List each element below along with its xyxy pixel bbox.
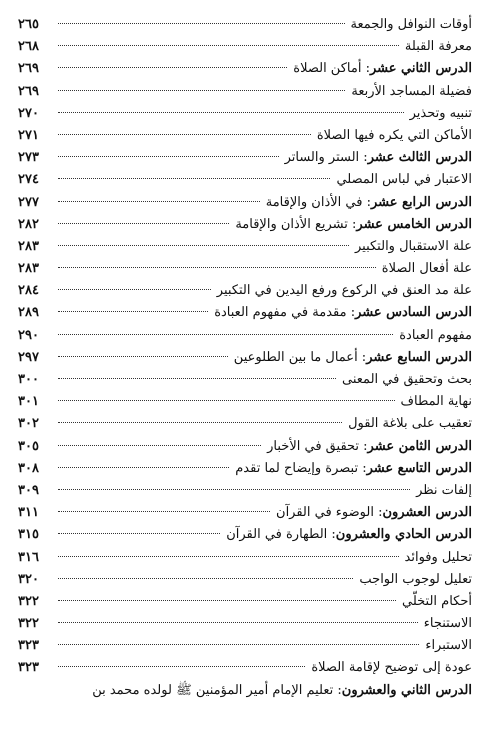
dot-leader	[58, 156, 279, 157]
page-number: ٣١٦	[18, 549, 39, 565]
lesson-label: الدرس الثالث عشر	[367, 150, 472, 166]
dot-leader	[58, 201, 260, 202]
lesson-label: الدرس الحادي والعشرون	[335, 527, 472, 543]
toc-entry-title	[405, 547, 472, 569]
page-number: ٣٠٢	[18, 416, 39, 432]
dot-leader	[58, 356, 228, 357]
toc-entry-title	[401, 391, 472, 413]
toc-entry-text: بحث وتحقيق في المعنى	[342, 372, 472, 387]
toc-entry-title	[214, 302, 472, 324]
toc-entry-text: إلفات نظر	[416, 482, 472, 498]
toc-entry-text: تعليل لوجوب الواجب	[359, 571, 472, 587]
toc-entry-text: تنبيه وتحذير	[409, 105, 472, 121]
page-number: ٢٧٤	[18, 172, 39, 188]
toc-entry-text: الاستبراء	[425, 638, 472, 654]
page-number: ٢٨٣	[18, 238, 39, 254]
toc-entry-text: : أعمال ما بين الطلوعين	[233, 349, 367, 365]
toc-entry-text: : تبصرة وإيضاح لما تقدم	[235, 460, 367, 476]
page-number: ٢٦٨	[18, 39, 39, 55]
dot-leader	[58, 45, 399, 46]
dot-leader	[58, 467, 229, 468]
toc-entry-title	[405, 36, 472, 58]
toc-entry-title	[226, 524, 472, 546]
toc-entry	[18, 347, 472, 369]
toc-entry-text: : الطهارة في القرآن	[226, 527, 336, 543]
table-of-contents	[18, 14, 472, 702]
toc-entry-title	[410, 103, 472, 125]
toc-entry	[18, 613, 472, 635]
dot-leader	[58, 289, 211, 290]
toc-entry	[18, 236, 472, 258]
toc-entry-title	[355, 236, 472, 258]
page-number: ٢٨٢	[18, 216, 39, 232]
page-number: ٢٦٥	[18, 17, 39, 32]
toc-entry	[18, 214, 472, 236]
lesson-label: الدرس العشرون	[382, 505, 472, 521]
page-number: ٣٢٢	[18, 593, 39, 609]
toc-entry	[18, 169, 472, 191]
toc-entry	[18, 103, 472, 125]
toc-entry-title	[276, 502, 472, 524]
toc-entry-text: الاستنجاء	[423, 616, 472, 632]
page-number: ٢٦٩	[18, 83, 39, 99]
toc-entry-title	[416, 480, 472, 502]
toc-entry-text: : في الأذان والإقامة	[265, 194, 371, 210]
toc-entry-title	[234, 347, 472, 369]
page-number: ٣٠٨	[18, 460, 39, 476]
toc-entry-text: : تشريع الأذان والإقامة	[235, 216, 357, 232]
toc-entry-text: تعقيب على بلاغة القول	[348, 416, 472, 432]
page-number: ٣٢٣	[18, 638, 39, 654]
toc-entry-text: : الوضوء في القرآن	[276, 505, 383, 521]
toc-entry-text: عودة إلى توضيح لإقامة الصلاة	[311, 660, 472, 676]
toc-entry-text: : الستر والساتر	[284, 150, 368, 166]
dot-leader	[58, 23, 345, 24]
lesson-label: الدرس الثاني والعشرون	[341, 682, 472, 698]
toc-entry	[18, 147, 472, 169]
toc-entry-title	[317, 125, 472, 147]
toc-entry	[18, 436, 472, 458]
toc-entry	[18, 369, 472, 391]
toc-entry-title	[267, 436, 472, 458]
dot-leader	[58, 489, 410, 490]
dot-leader	[58, 134, 311, 135]
toc-entry	[18, 569, 472, 591]
toc-entry-title	[351, 14, 472, 36]
toc-entry	[18, 635, 472, 657]
toc-entry-title	[382, 258, 472, 280]
toc-entry	[18, 280, 472, 302]
dot-leader	[58, 644, 419, 645]
toc-entry	[18, 547, 472, 569]
toc-entry-title	[424, 613, 472, 635]
toc-entry	[18, 36, 472, 58]
page-number: ٣٠٥	[18, 438, 39, 454]
page-number: ٣٠٠	[18, 372, 39, 387]
page-number: ٣١٥	[18, 527, 39, 543]
toc-entry-text: علة أفعال الصلاة	[381, 261, 472, 277]
toc-entry-title	[399, 325, 472, 347]
toc-entry	[18, 502, 472, 524]
dot-leader	[58, 556, 399, 557]
dot-leader	[58, 445, 261, 446]
dot-leader	[58, 578, 353, 579]
toc-entry-text: علة الاستقبال والتكبير	[354, 238, 472, 254]
page-number: ٢٨٩	[18, 305, 39, 321]
toc-entry-title	[266, 192, 472, 214]
toc-entry-text: : أماكن الصلاة	[293, 61, 370, 77]
page-number: ٢٧٠	[18, 105, 39, 121]
toc-entry	[18, 192, 472, 214]
toc-entry-text: مفهوم العبادة	[399, 327, 472, 343]
page-number: ٢٧١	[18, 127, 39, 143]
page-number: ٢٧٣	[18, 150, 39, 166]
dot-leader	[58, 267, 376, 268]
toc-entry-title	[342, 369, 472, 391]
lesson-label: الدرس الخامس عشر	[356, 216, 472, 232]
toc-entry	[18, 125, 472, 147]
toc-entry	[18, 58, 472, 80]
toc-entry	[18, 325, 472, 347]
toc-entry-title	[235, 458, 472, 480]
toc-entry	[18, 302, 472, 324]
page-number: ٢٩٠	[18, 327, 39, 343]
toc-entry-title	[311, 657, 472, 679]
page-number: ٢٦٩	[18, 61, 39, 77]
dot-leader	[58, 666, 305, 667]
toc-entry	[18, 258, 472, 280]
dot-leader	[58, 400, 395, 401]
toc-entry-text: علة مد العنق في الركوع ورفع اليدين في التكبير	[216, 283, 472, 299]
dot-leader	[58, 311, 208, 312]
page-number: ٣٢٢	[18, 616, 39, 632]
page-number: ٣٢٠	[18, 571, 39, 587]
toc-entry	[18, 81, 472, 103]
dot-leader	[58, 622, 418, 623]
toc-entry-text: تحليل وفوائد	[404, 549, 472, 565]
toc-entry	[18, 14, 472, 36]
toc-entry-text: الأماكن التي يكره فيها الصلاة	[316, 127, 472, 143]
page-number: ٢٨٤	[18, 283, 39, 299]
toc-entry-title	[336, 169, 472, 191]
toc-entry-title	[351, 81, 472, 103]
dot-leader	[58, 600, 396, 601]
lesson-label: الدرس التاسع عشر	[366, 460, 472, 476]
dot-leader	[58, 422, 342, 423]
toc-entry-text: الاعتبار في لباس المصلي	[336, 172, 472, 188]
dot-leader	[58, 90, 345, 91]
page-number: ٢٧٧	[18, 194, 39, 210]
toc-entry-title	[235, 214, 472, 236]
toc-entry-text: : تعليم الإمام أمير المؤمنين ﷺ لولده محمد بن	[92, 682, 342, 698]
toc-entry-text: أوقات النوافل والجمعة	[350, 17, 472, 32]
page-number: ٣٠١	[18, 394, 39, 410]
toc-entry	[18, 680, 472, 702]
toc-entry	[18, 657, 472, 679]
lesson-label: الدرس الرابع عشر	[370, 194, 472, 210]
toc-entry-title	[359, 569, 472, 591]
dot-leader	[58, 511, 270, 512]
lesson-label: الدرس الثامن عشر	[367, 438, 472, 454]
dot-leader	[58, 533, 220, 534]
toc-entry-title	[425, 635, 472, 657]
lesson-label: الدرس الثاني عشر	[369, 61, 472, 77]
page-number: ٢٨٣	[18, 261, 39, 277]
toc-entry	[18, 524, 472, 546]
dot-leader	[58, 334, 393, 335]
toc-entry-text: نهاية المطاف	[400, 394, 472, 410]
toc-entry	[18, 480, 472, 502]
toc-entry-text: : تحقيق في الأخبار	[267, 438, 368, 454]
dot-leader	[58, 245, 349, 246]
toc-entry	[18, 413, 472, 435]
dot-leader	[58, 378, 336, 379]
toc-entry	[18, 591, 472, 613]
lesson-label: الدرس السادس عشر	[355, 305, 472, 321]
dot-leader	[58, 223, 229, 224]
dot-leader	[58, 67, 287, 68]
toc-entry-title	[402, 591, 472, 613]
toc-entry-title	[92, 680, 472, 702]
toc-entry-title	[217, 280, 472, 302]
page-number: ٣٠٩	[18, 482, 39, 498]
toc-entry-text: : مقدمة في مفهوم العبادة	[214, 305, 356, 321]
page-number: ٣١١	[18, 505, 39, 521]
dot-leader	[58, 112, 404, 113]
toc-entry-title	[293, 58, 472, 80]
page-number: ٣٢٣	[18, 660, 39, 676]
dot-leader	[58, 178, 330, 179]
toc-entry	[18, 458, 472, 480]
page-number: ٢٩٧	[18, 349, 39, 365]
lesson-label: الدرس السابع عشر	[366, 349, 472, 365]
toc-entry-title	[348, 413, 472, 435]
toc-entry	[18, 391, 472, 413]
toc-entry-text: فضيلة المساجد الأربعة	[351, 83, 472, 99]
toc-entry-title	[285, 147, 472, 169]
toc-entry-text: أحكام التخلّي	[402, 593, 472, 609]
toc-entry-text: معرفة القبلة	[404, 39, 472, 55]
